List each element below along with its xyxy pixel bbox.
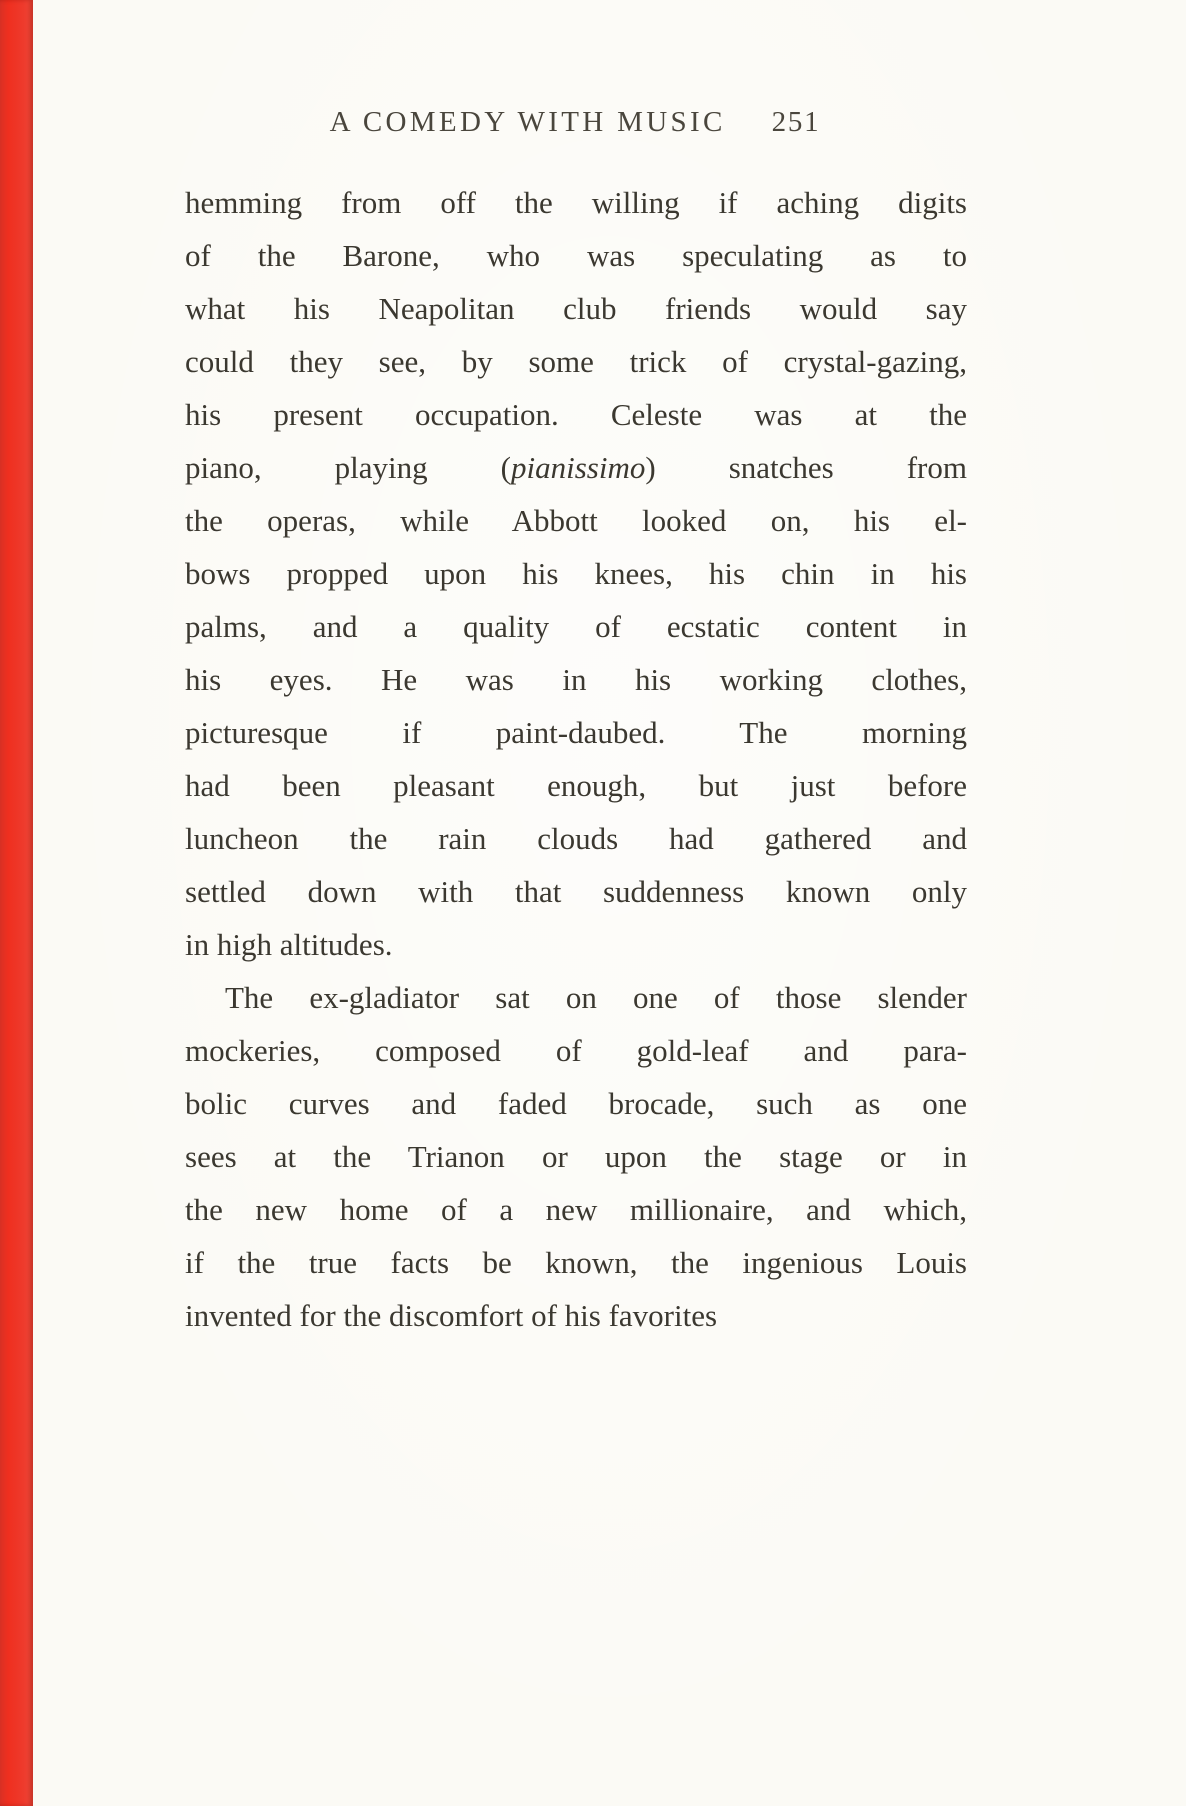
text-line: picturesque if paint-daubed. The morning <box>185 715 967 750</box>
text-line: his eyes. He was in his working clothes, <box>185 662 967 697</box>
text-line: bolic curves and faded brocade, such as one <box>185 1086 967 1121</box>
text-line: bows propped upon his knees, his chin in his <box>185 556 967 591</box>
text-line: invented for the discomfort of his favorites <box>185 1298 718 1333</box>
text-line: of the Barone, who was speculating as to <box>185 238 967 273</box>
text-line: luncheon the rain clouds had gathered and <box>185 821 967 856</box>
red-spine-strip <box>0 0 33 1806</box>
paragraph <box>185 971 967 1342</box>
running-header-title: A COMEDY WITH MUSIC <box>329 106 726 138</box>
book-page <box>33 0 1186 1806</box>
text-line: what his Neapolitan club friends would say <box>185 291 967 326</box>
text-line: his present occupation. Celeste was at the <box>185 397 967 432</box>
text-line: the operas, while Abbott looked on, his el- <box>185 503 967 538</box>
text-line: the new home of a new millionaire, and which, <box>185 1192 967 1227</box>
running-header <box>185 106 965 139</box>
text-line: hemming from off the willing if aching digits <box>185 185 967 220</box>
text-line: if the true facts be known, the ingenious Louis <box>185 1245 967 1280</box>
body-text <box>185 176 967 1342</box>
text-line: mockeries, composed of gold-leaf and para- <box>185 1033 967 1068</box>
text-line: palms, and a quality of ecstatic content in <box>185 609 967 644</box>
page-number: 251 <box>771 106 821 138</box>
text-line: had been pleasant enough, but just before <box>185 768 967 803</box>
text-line: The ex-gladiator sat on one of those slender <box>225 980 967 1015</box>
text-line: sees at the Trianon or upon the stage or in <box>185 1139 967 1174</box>
text-line: settled down with that suddenness known only <box>185 874 967 909</box>
text-line: piano, playing (pianissimo) snatches from <box>185 450 967 485</box>
paragraph <box>185 176 967 971</box>
text-line: could they see, by some trick of crystal-gazing, <box>185 344 967 379</box>
text-line: in high altitudes. <box>185 927 393 962</box>
